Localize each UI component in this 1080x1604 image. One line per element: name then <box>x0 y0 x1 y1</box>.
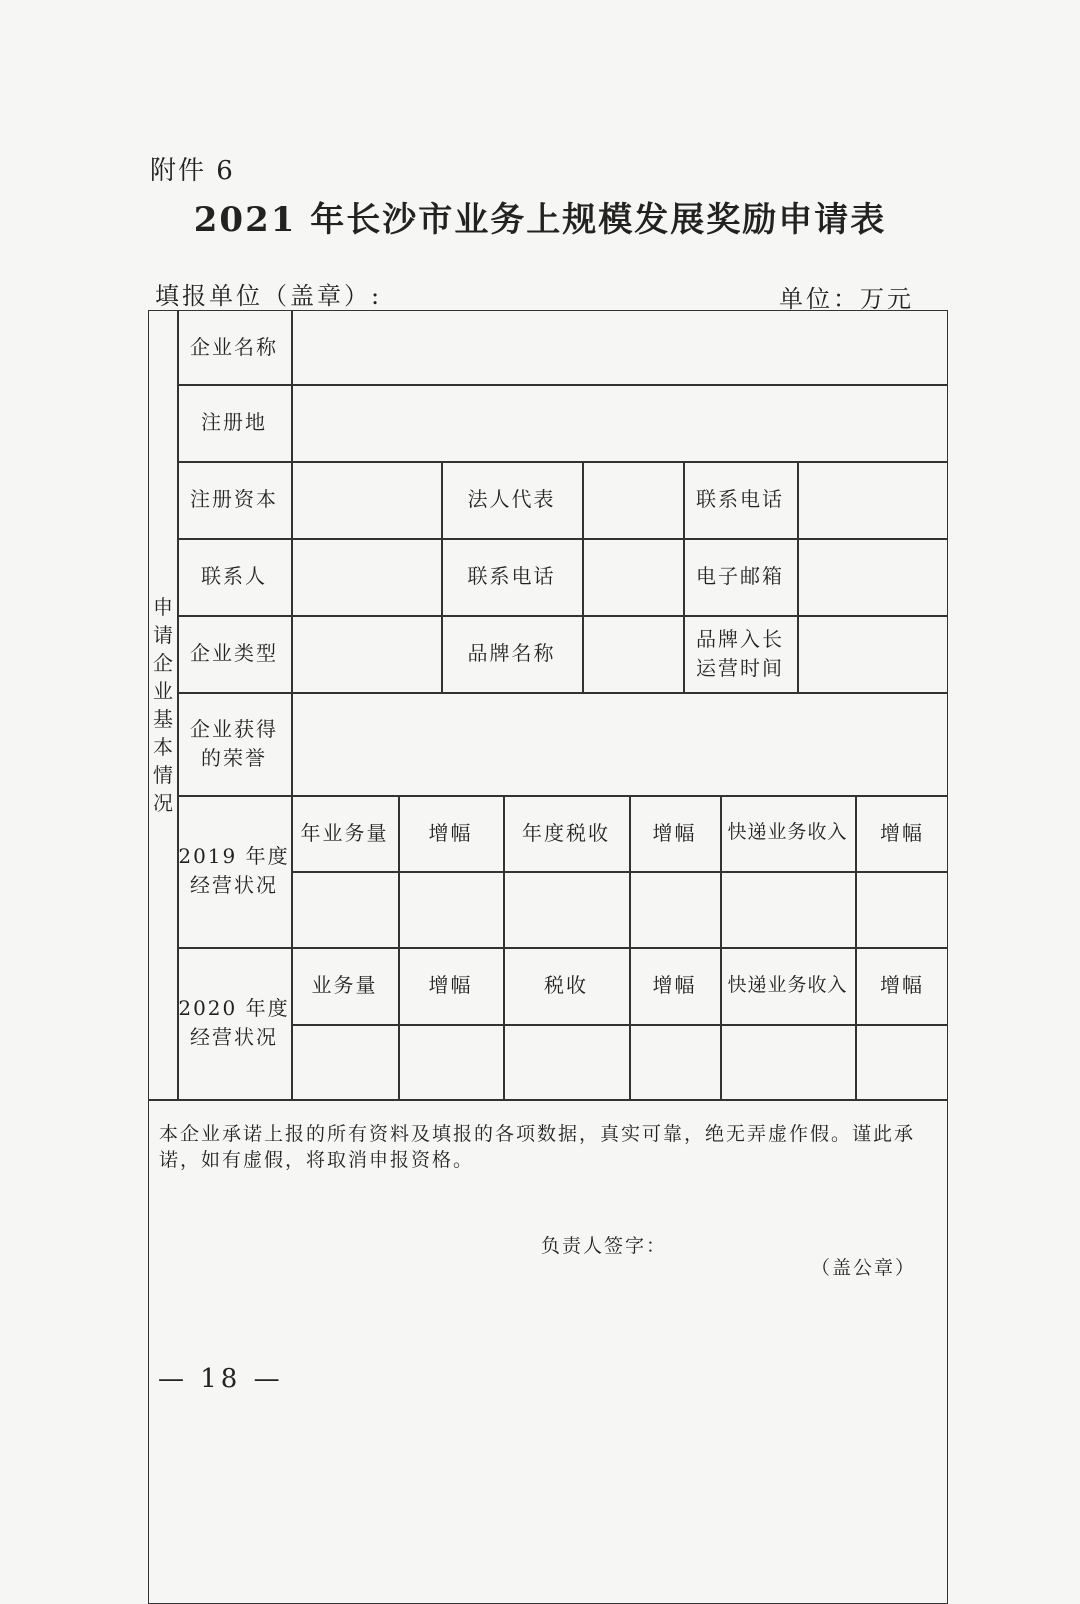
pledge-statement: 本企业承诺上报的所有资料及填报的各项数据，真实可靠，绝无弄虚作假。谨此承诺，如有虚假，将取消申报资格。 <box>159 1123 916 1171</box>
col-2020-tax: 税收 <box>544 973 588 997</box>
application-form-table <box>148 310 948 1604</box>
honors-line2: 的荣誉 <box>201 745 267 770</box>
phone-label: 联系电话 <box>696 487 784 511</box>
brand-entry-line2: 运营时间 <box>696 655 784 680</box>
col-2019-growth-3: 增幅 <box>880 820 924 845</box>
contact-label: 联系人 <box>201 564 267 588</box>
company-name-label: 企业名称 <box>190 335 278 359</box>
rule <box>291 1024 947 1026</box>
registered-place-label: 注册地 <box>201 410 267 434</box>
company-type-label: 企业类型 <box>190 641 278 665</box>
col-2020-growth-1: 增幅 <box>428 973 473 997</box>
col-2019-growth-2: 增幅 <box>652 820 697 845</box>
rule <box>177 692 947 694</box>
filler-unit-label: 填报单位（盖章）: <box>155 282 383 310</box>
year-2019-line2: 经营状况 <box>190 873 278 897</box>
col-2019-annual-tax: 年度税收 <box>522 820 610 845</box>
seal-label: （盖公章） <box>811 1257 917 1279</box>
brand-name-label: 品牌名称 <box>467 641 556 665</box>
honors-label <box>177 692 291 795</box>
col-2019-express-revenue: 快递业务收入 <box>727 821 848 844</box>
year-2019-label <box>177 795 291 947</box>
email-label: 电子邮箱 <box>696 564 784 588</box>
registered-capital-label: 注册资本 <box>190 487 278 511</box>
side-label-text: 申请企业基本情况 <box>153 595 173 815</box>
rule <box>149 1099 947 1101</box>
page-title: 2021 年长沙市业务上规模发展奖励申请表 <box>193 200 887 240</box>
col-2020-growth-3: 增幅 <box>880 973 924 997</box>
legal-rep-label: 法人代表 <box>467 487 556 511</box>
year-2019-line1: 2019 年度 <box>178 844 290 868</box>
brand-entry-time-label <box>683 615 797 692</box>
col-2019-annual-volume: 年业务量 <box>300 820 389 845</box>
year-2020-label <box>177 947 291 1099</box>
brand-entry-line1: 品牌入长 <box>696 626 784 651</box>
section-side-label <box>149 311 177 1099</box>
col-2020-growth-2: 增幅 <box>652 973 697 997</box>
rule <box>797 461 799 692</box>
year-2020-line2: 经营状况 <box>190 1025 278 1049</box>
year-2020-line1: 2020 年度 <box>178 996 290 1020</box>
rule <box>582 461 584 692</box>
currency-unit-label: 单位：万元 <box>779 285 914 313</box>
col-2020-volume: 业务量 <box>311 973 378 997</box>
attachment-label: 附件 6 <box>150 156 235 186</box>
col-2020-express-revenue: 快递业务收入 <box>727 973 848 996</box>
signature-label: 负责人签字： <box>541 1235 668 1257</box>
contact-phone-label: 联系电话 <box>467 564 556 588</box>
rule <box>177 384 947 386</box>
rule <box>291 871 947 873</box>
page-number: — 18 — <box>158 1364 284 1394</box>
honors-line1: 企业获得 <box>190 716 278 741</box>
col-2019-growth-1: 增幅 <box>428 820 473 845</box>
